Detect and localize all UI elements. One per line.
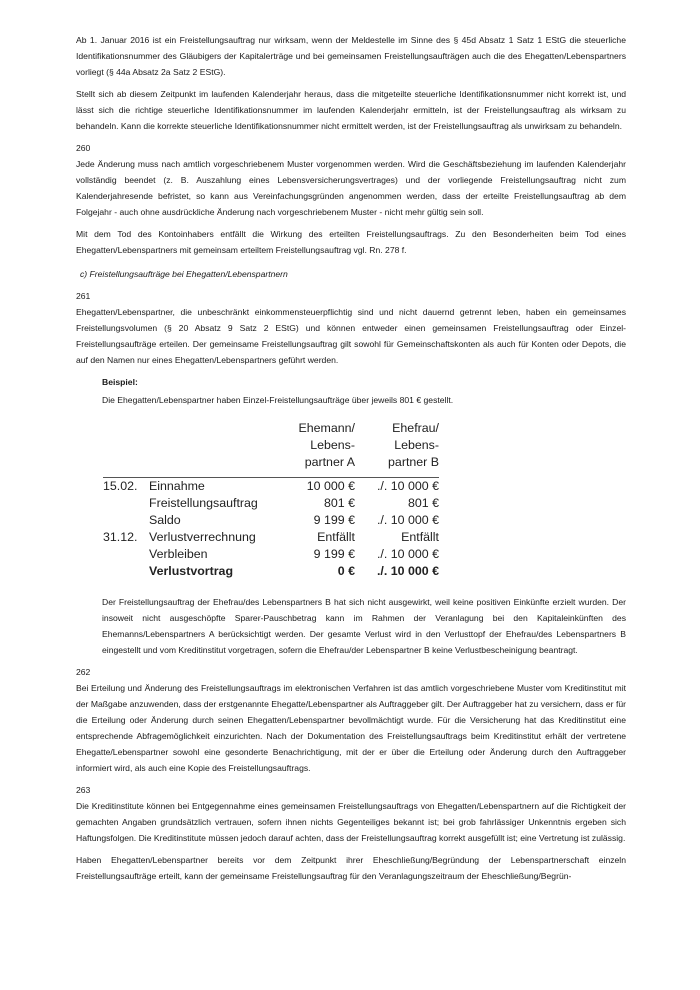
header-partner-a: Ehemann/ Lebens- partner A bbox=[298, 421, 355, 469]
paragraph-identification-correction: Stellt sich ab diesem Zeitpunkt im laufenden Kalenderjahr heraus, dass die mitgeteilte steuerliche Identifikationsnummer nicht korrekt ist, und lässt sich die richtige steuerliche Identifikationsnummer im laufenden Kalenderjahr ermitteln, ist der Freistellungsauftrag als wirksam zu behandeln. Kann die korrekte steuerliche Identifikationsnummer nicht ermittelt werden, ist der Freistellungsauftrag als unwirksam zu behandeln. bbox=[76, 89, 626, 131]
example-title: Beispiel: bbox=[102, 377, 138, 387]
paragraph-identification: Ab 1. Januar 2016 ist ein Freistellungsauftrag nur wirksam, wenn der Meldestelle im Sinne des § 45d Absatz 1 Satz 1 EStG die steuerliche Identifikationsnummer des Gläubigers der Kapitalerträge und bei gemeinsamen Freistellungsaufträgen auch die des Ehegatten/Lebenspartners vorliegt (§ 44a Absatz 2a Satz 2 EStG). bbox=[76, 35, 626, 77]
example-table bbox=[103, 420, 439, 580]
margin-number-260: 260 bbox=[76, 143, 91, 153]
table-row: Saldo 9 199 € ./. 10 000 € bbox=[149, 513, 439, 527]
example-block bbox=[76, 374, 626, 658]
paragraph-262: Bei Erteilung und Änderung des Freistellungsauftrags im elektronischen Verfahren ist das amtlich vorgeschriebene Muster vom Kreditinstitut mit der Maßgabe anzuwenden, dass der erstgenannte Ehegatte/Lebenspartner als Auftraggeber gilt. Der Auftraggeber hat zu versichern, dass er für die Erteilung oder Änderung durch seinen Ehegatten/Lebenspartner bevollmächtigt wurde. Für die Versicherung hat das Kreditinstitut eine entsprechende Abfragemöglichkeit einzurichten. Nach der Dokumentation des Freistellungsauftrags beim Kreditinstitut erhält der vertretene Ehegatte/Lebenspartner sowohl eine gesonderte Benachrichtigung, mit der er über die Erteilung oder Änderung durch den Auftraggeber informiert wird, als auch eine Kopie des Freistellungsauftrags. bbox=[76, 683, 626, 773]
paragraph-260: Jede Änderung muss nach amtlich vorgeschriebenem Muster vorgenommen werden. Wird die Geschäftsbeziehung im laufenden Kalenderjahr vollständig beendet (z. B. Auszahlung eines Lebensversicherungsvertrages) und der vorliegende Freistellungsauftrag nicht zum Kalenderjahresende befristet, so kann aus Vereinfachungsgründen angenommen werden, dass der erteilte Freistellungsauftrag ab dem Folgejahr - auch ohne ausdrückliche Änderung nach vorgeschriebenem Muster - nicht mehr gültig sein soll. bbox=[76, 159, 626, 217]
table-row: Freistellungsauftrag 801 € 801 € bbox=[149, 496, 439, 510]
document-page bbox=[76, 32, 626, 890]
table-row: 31.12. Verlustverrechnung Entfällt Entfällt bbox=[103, 530, 439, 544]
paragraph-261: Ehegatten/Lebenspartner, die unbeschränkt einkommensteuerpflichtig sind und nicht dauernd getrennt leben, haben ein gemeinsames Freistellungsvolumen (§ 20 Absatz 9 Satz 2 EStG) und können entweder einen gemeinsamen Freistellungsauftrag oder Einzel-Freistellungsaufträge erteilen. Der gemeinsame Freistellungsauftrag gilt sowohl für Gemeinschaftskonten als auch für Konten oder Depots, die auf den Namen nur eines Ehegatten/Lebenspartners geführt werden. bbox=[76, 307, 626, 365]
table-header-row bbox=[103, 420, 439, 478]
paragraph-260-death: Mit dem Tod des Kontoinhabers entfällt die Wirkung des erteilten Freistellungsauftrags. Zu den Besonderheiten beim Tod eines Ehegatten/Lebenspartners mit gemeinsam erteiltem Freistellungsauftrag vgl. Rn. 278 f. bbox=[76, 229, 626, 255]
header-partner-b: Ehefrau/ Lebens- partner B bbox=[388, 421, 439, 469]
margin-number-262: 262 bbox=[76, 667, 91, 677]
table-row-total: Verlustvortrag 0 € ./. 10 000 € bbox=[149, 564, 439, 578]
example-intro: Die Ehegatten/Lebenspartner haben Einzel-Freistellungsaufträge über jeweils 801 € gestellt. bbox=[102, 395, 454, 405]
table-row: Verbleiben 9 199 € ./. 10 000 € bbox=[149, 547, 439, 561]
table-row: 15.02. Einnahme 10 000 € ./. 10 000 € bbox=[103, 479, 439, 493]
section-heading-c: c) Freistellungsaufträge bei Ehegatten/Lebenspartnern bbox=[80, 269, 288, 279]
paragraph-263: Die Kreditinstitute können bei Entgegennahme eines gemeinsamen Freistellungsauftrags von Ehegatten/Lebenspartnern auf die Richtigkeit der gemachten Angaben grundsätzlich vertrauen, sofern ihnen nichts Gegenteiliges bekannt ist; bei grob fahrlässiger Unkenntnis ergeben sich Haftungsfolgen. Die Kreditinstitute müssen jedoch darauf achten, dass der Freistellungsauftrag korrekt ausgefüllt ist; eine Vertretung ist zulässig. bbox=[76, 801, 626, 843]
margin-number-263: 263 bbox=[76, 785, 91, 795]
margin-number-261: 261 bbox=[76, 291, 91, 301]
paragraph-263-continued: Haben Ehegatten/Lebenspartner bereits vor dem Zeitpunkt ihrer Eheschließung/Begründung der Lebenspartnerschaft einzeln Freistellungsaufträge erteilt, kann der gemeinsame Freistellungsauftrag für den Veranlagungszeitraum der Eheschließung/Begrün- bbox=[76, 855, 626, 881]
example-explanation: Der Freistellungsauftrag der Ehefrau/des Lebenspartners B hat sich nicht ausgewirkt, weil keine positiven Einkünfte erzielt wurden. Der insoweit nicht ausgeschöpfte Sparer-Pauschbetrag kann im Rahmen der Veranlagung bei den Kapitaleinkünften des Ehemanns/Lebenspartners A berücksichtigt werden. Der gesamte Verlust wird in den Verlusttopf der Ehefrau/des Lebenspartners B eingestellt und vom Kreditinstitut vorgetragen, sofern die Ehefrau/der Lebenspartner B keine Verlustbescheinigung beantragt. bbox=[102, 597, 626, 655]
